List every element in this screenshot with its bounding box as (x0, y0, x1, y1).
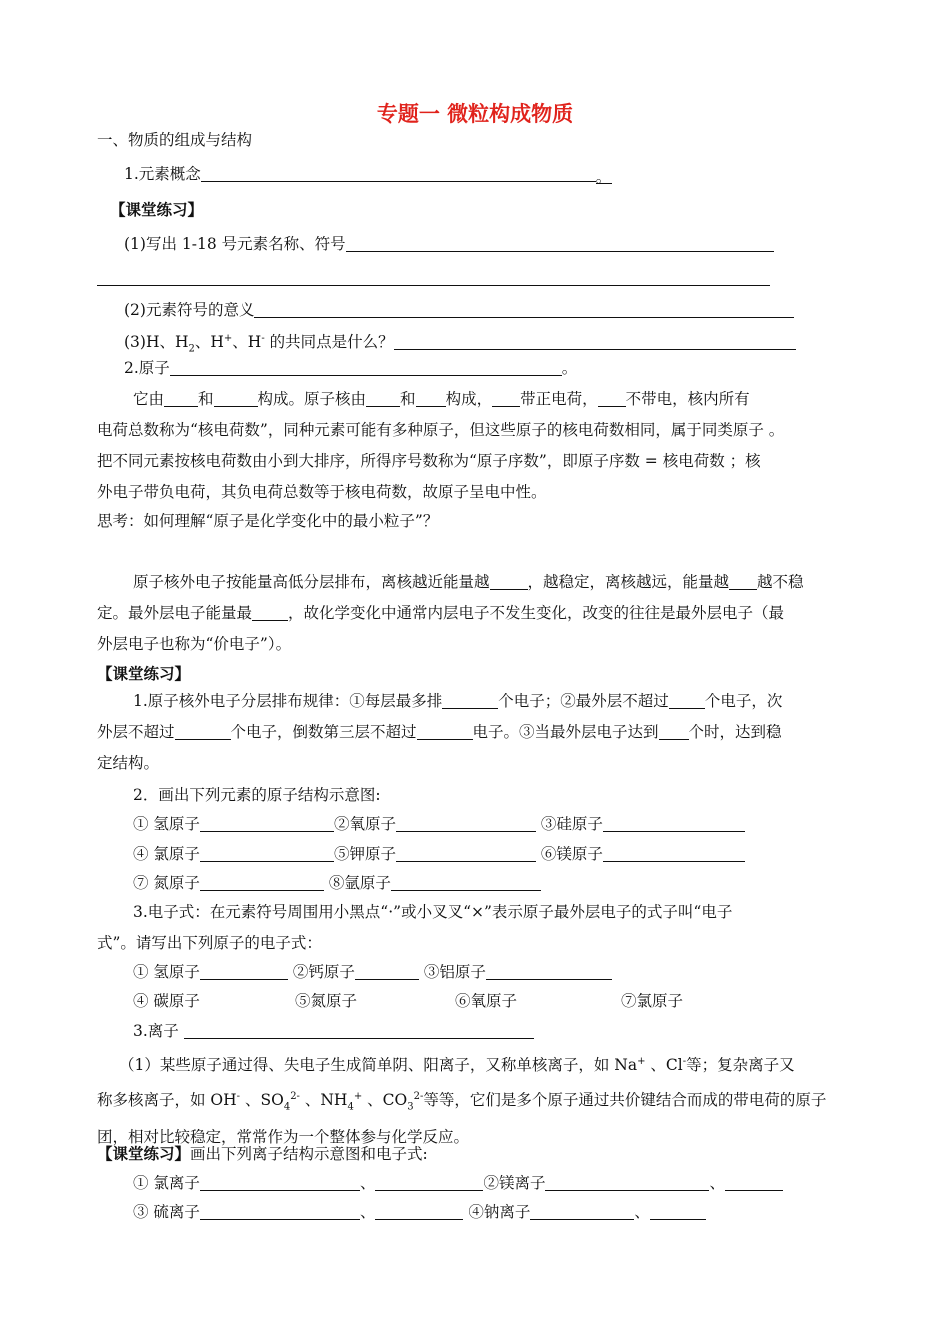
atom-row-3: ⑦ 氮原子 ⑧氩原子 (133, 871, 541, 895)
question-1-continuation (97, 266, 770, 290)
think-question: 思考：如何理解“原子是化学变化中的最小粒子”？ (97, 512, 439, 530)
blank[interactable] (530, 1201, 634, 1220)
electron-row-1: ① 氢原子 ②钙原子 ③铝原子 (133, 960, 612, 984)
answer-blank[interactable] (201, 163, 596, 182)
shell-paragraph: 原子核外电子按能量高低分层排布，离核越近能量越 ，越稳定，离核越远，能量越 越不稳 定。最外层电子能量最 ，故化学变化中通常内层电子不发生变化，改变的往往是最外层电子（最 外层电子也称为“价电子”）。 (97, 573, 804, 653)
blank[interactable] (729, 571, 757, 590)
ion-practice: 【课堂练习】画出下列离子结构示意图和电子式: (97, 1144, 428, 1163)
element-concept-line: 1.元素概念 。 (124, 165, 612, 186)
blank[interactable] (486, 961, 612, 980)
atom-line: 2.原子 。 (124, 359, 578, 377)
ion-row-1: ① 氯离子 、 ②镁离子 、 (133, 1171, 783, 1195)
blank[interactable] (175, 721, 231, 740)
atom-paragraph: 它由 和 构成。原子核由 和 构成， 带正电荷， 不带电，核内所有 电荷总数称为“核电荷数”，同种元素可能有多种原子，但这些原子的核电荷数相同，属于同类原子 。 把不同元素按核电荷数由小到大排序，所得序号数称为“原子序数”，即原子序数 = 核电荷数 ；核 外电子带负电荷，其负电荷总数等于核电荷数，故原子呈电中性。 (97, 390, 785, 501)
ion-row-2: ③ 硫离子 、 ④钠离子 、 (133, 1200, 706, 1224)
blank[interactable] (598, 388, 626, 407)
blank[interactable] (164, 388, 198, 407)
blank[interactable] (375, 1172, 483, 1191)
blank[interactable] (200, 813, 334, 832)
blank[interactable] (200, 1172, 360, 1191)
atom-row-2: ④ 氯原子 ⑤钾原子 ⑥镁原子 (133, 842, 745, 866)
ion-line: 3.离子 (133, 1019, 534, 1043)
ion-paragraph: （1）某些原子通过得、失电子生成简单阴、阳离子，又称单核离子，如 Na+ 、Cl-等；复杂离子又 称多核离子，如 OH- 、$SO_4^{2-}$ 、$NH_4^+$ 、$CO_3^{2-}$等等，它们是多个原子通过共价键结合而成的带电荷的原子 团，相对比较稳定，常常作为一个整体参与化学反应。 (97, 1056, 827, 1147)
answer-blank[interactable] (346, 233, 774, 252)
blank[interactable] (545, 1172, 709, 1191)
practice-label: 【课堂练习】 (97, 664, 191, 683)
exercise-2: 2．画出下列元素的原子结构示意图: (133, 786, 381, 804)
section-heading: 一、物质的组成与结构 (97, 131, 253, 149)
blank[interactable] (603, 843, 745, 862)
blank[interactable] (725, 1172, 783, 1191)
practice-label: 【课堂练习】 (110, 200, 204, 219)
blank[interactable] (200, 961, 288, 980)
blank[interactable] (355, 961, 419, 980)
blank[interactable] (396, 843, 536, 862)
question-3: (3)H、$H_2$、H+、H- 的共同点是什么？ (124, 327, 796, 361)
blank[interactable] (659, 721, 689, 740)
answer-blank[interactable] (254, 299, 794, 318)
electron-row-2: ④ 碳原子 ⑤氮原子 ⑥氧原子 ⑦氯原子 (133, 992, 684, 1010)
answer-blank[interactable] (170, 357, 562, 376)
blank[interactable] (252, 602, 288, 621)
blank[interactable] (200, 843, 334, 862)
blank[interactable] (200, 1201, 360, 1220)
blank[interactable] (442, 690, 498, 709)
answer-blank[interactable] (394, 331, 796, 350)
atom-row-1: ① 氢原子 ②氧原子 ③硅原子 (133, 812, 745, 836)
answer-blank-end[interactable]: 。 (596, 165, 612, 184)
blank[interactable] (417, 721, 473, 740)
blank[interactable] (214, 388, 258, 407)
blank[interactable] (650, 1201, 706, 1220)
question-2: (2)元素符号的意义 (124, 298, 794, 322)
blank[interactable] (184, 1020, 534, 1039)
blank[interactable] (396, 813, 536, 832)
answer-blank[interactable] (97, 267, 770, 286)
blank[interactable] (492, 388, 520, 407)
page-title: 专题一 微粒构成物质 (376, 102, 574, 126)
exercise-1: 1.原子核外电子分层排布规律：①每层最多排 个电子；②最外层不超过 个电子，次 外层不超过 个电子，倒数第三层不超过 电子。③当最外层电子达到 个时，达到稳 定结构。 (97, 692, 783, 772)
blank[interactable] (603, 813, 745, 832)
blank[interactable] (669, 690, 705, 709)
exercise-3: 3.电子式：在元素符号周围用小黑点“·”或小叉叉“×”表示原子最外层电子的式子叫“电子 式”。请写出下列原子的电子式： (97, 903, 733, 952)
blank[interactable] (490, 571, 528, 590)
blank[interactable] (200, 872, 324, 891)
question-1: (1)写出 1-18 号元素名称、符号 (124, 232, 774, 256)
blank[interactable] (416, 388, 446, 407)
blank[interactable] (366, 388, 400, 407)
blank[interactable] (391, 872, 541, 891)
blank[interactable] (375, 1201, 463, 1220)
